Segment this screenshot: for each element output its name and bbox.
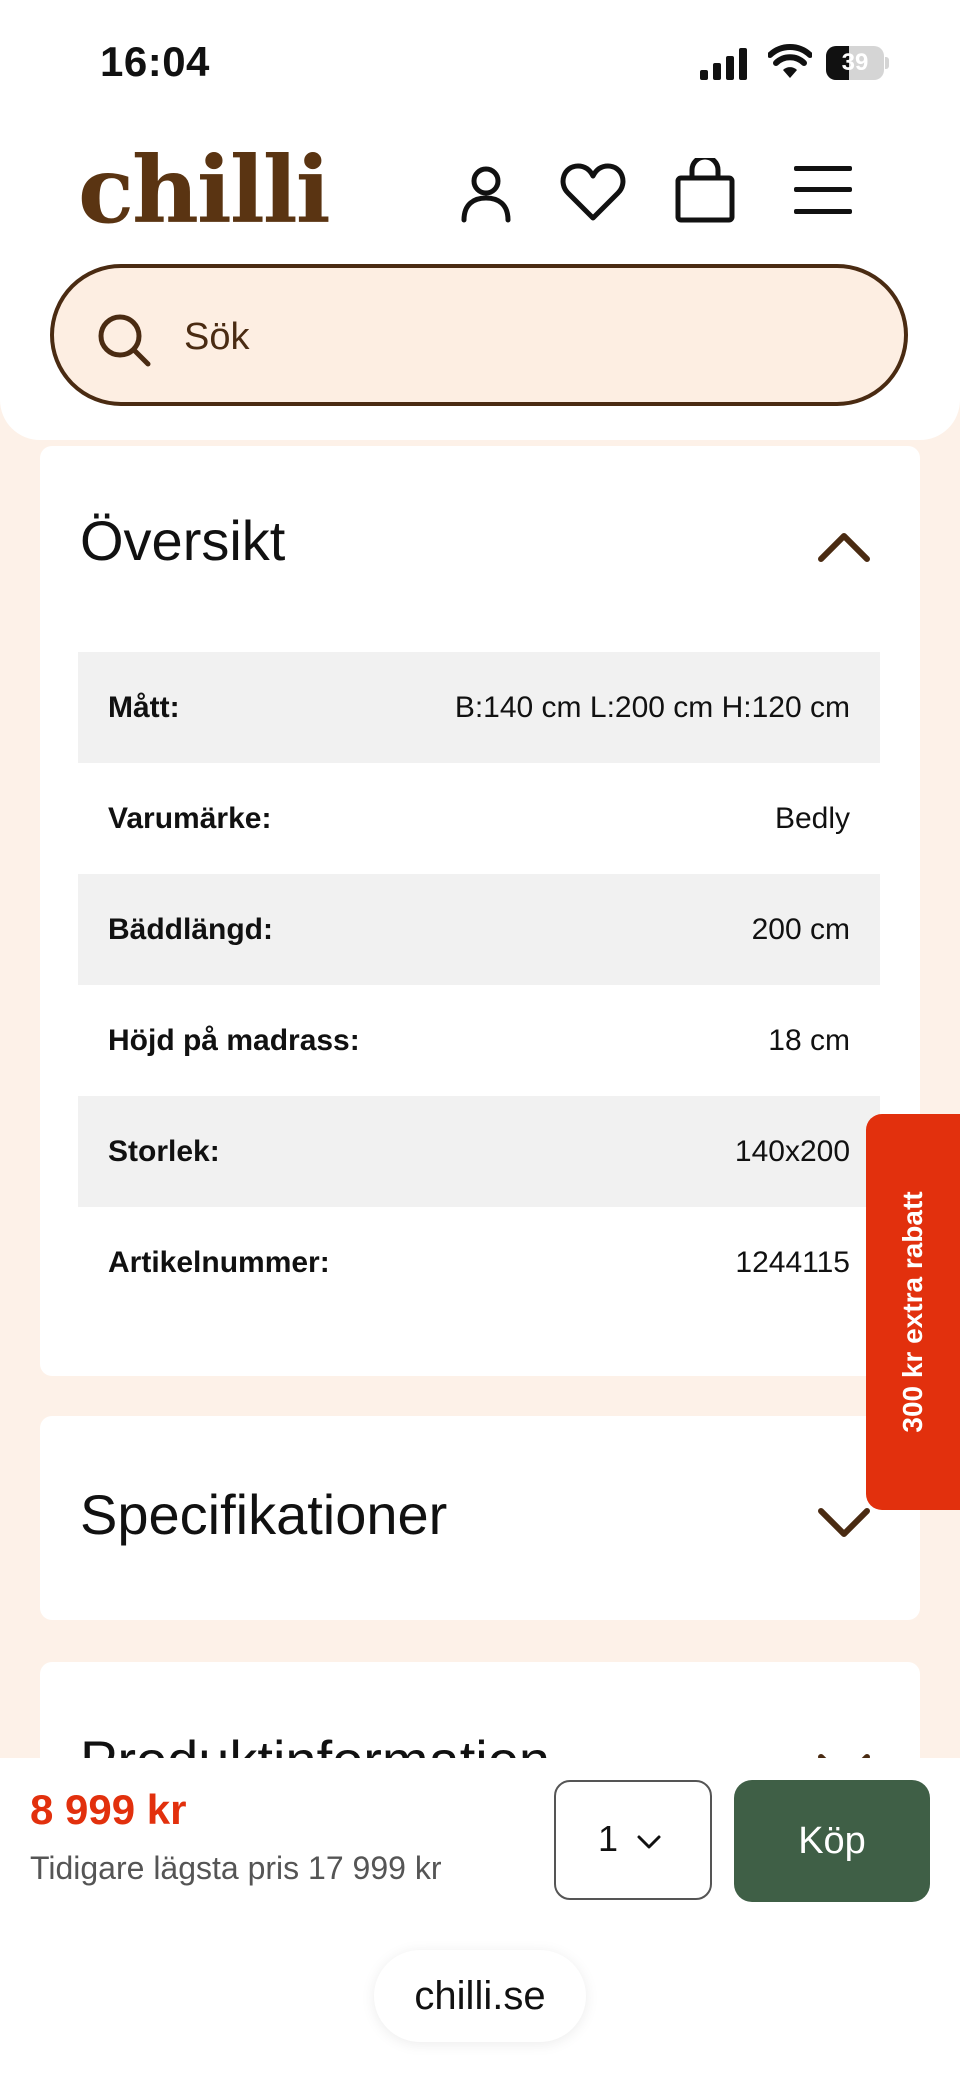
extra-discount-tab[interactable] xyxy=(866,1114,960,1510)
status-bar xyxy=(0,0,960,120)
quantity-value: 1 xyxy=(598,1818,619,1859)
row-value: Bedly xyxy=(774,801,850,835)
table-row xyxy=(78,652,880,763)
search-icon xyxy=(96,312,152,368)
wifi-icon xyxy=(768,44,812,80)
account-icon[interactable] xyxy=(458,164,514,224)
row-value: 140x200 xyxy=(734,1134,850,1168)
row-label: Bäddlängd: xyxy=(108,912,273,946)
extra-discount-label: 300 kr extra rabatt xyxy=(897,1191,928,1433)
overview-section xyxy=(40,446,920,1376)
heart-icon[interactable] xyxy=(560,162,626,222)
row-value: 1244115 xyxy=(735,1245,850,1279)
specifications-section[interactable] xyxy=(40,1416,920,1620)
table-row xyxy=(78,1096,880,1207)
specifications-title[interactable]: Specifikationer xyxy=(80,1483,448,1546)
chevron-down-icon[interactable] xyxy=(818,1508,870,1538)
overview-table xyxy=(78,652,880,1318)
chevron-down-icon xyxy=(636,1834,662,1850)
purchase-bar xyxy=(0,1758,960,2078)
row-value: 18 cm xyxy=(768,1023,850,1057)
table-row xyxy=(78,985,880,1096)
table-row xyxy=(78,874,880,985)
overview-title[interactable]: Översikt xyxy=(80,509,286,572)
current-price: 8 999 kr xyxy=(30,1786,187,1833)
row-label: Höjd på madrass: xyxy=(108,1023,360,1057)
cellular-signal-icon xyxy=(700,48,750,80)
menu-icon[interactable] xyxy=(792,164,854,216)
shopping-bag-icon[interactable] xyxy=(672,158,738,224)
search-input[interactable] xyxy=(182,306,786,368)
row-value: B:140 cm L:200 cm H:120 cm xyxy=(454,690,850,724)
chevron-up-icon[interactable] xyxy=(818,532,870,562)
battery-icon xyxy=(826,46,888,80)
quantity-select[interactable] xyxy=(554,1780,712,1900)
browser-url-bar[interactable]: chilli.se xyxy=(374,1950,586,2042)
chilli-logo[interactable]: chilli xyxy=(78,136,329,244)
row-label: Varumärke: xyxy=(108,801,272,835)
row-label: Storlek: xyxy=(108,1134,220,1168)
buy-button[interactable]: Köp xyxy=(734,1780,930,1902)
search-bar[interactable] xyxy=(50,264,908,406)
row-label: Mått: xyxy=(108,690,180,724)
previous-lowest-price: Tidigare lägsta pris 17 999 kr xyxy=(30,1850,442,1886)
row-value: 200 cm xyxy=(751,912,850,946)
status-time: 16:04 xyxy=(100,38,210,85)
table-row xyxy=(78,1207,880,1318)
table-row xyxy=(78,763,880,874)
row-label: Artikelnummer: xyxy=(108,1245,330,1279)
battery-level: 39 xyxy=(841,49,869,76)
